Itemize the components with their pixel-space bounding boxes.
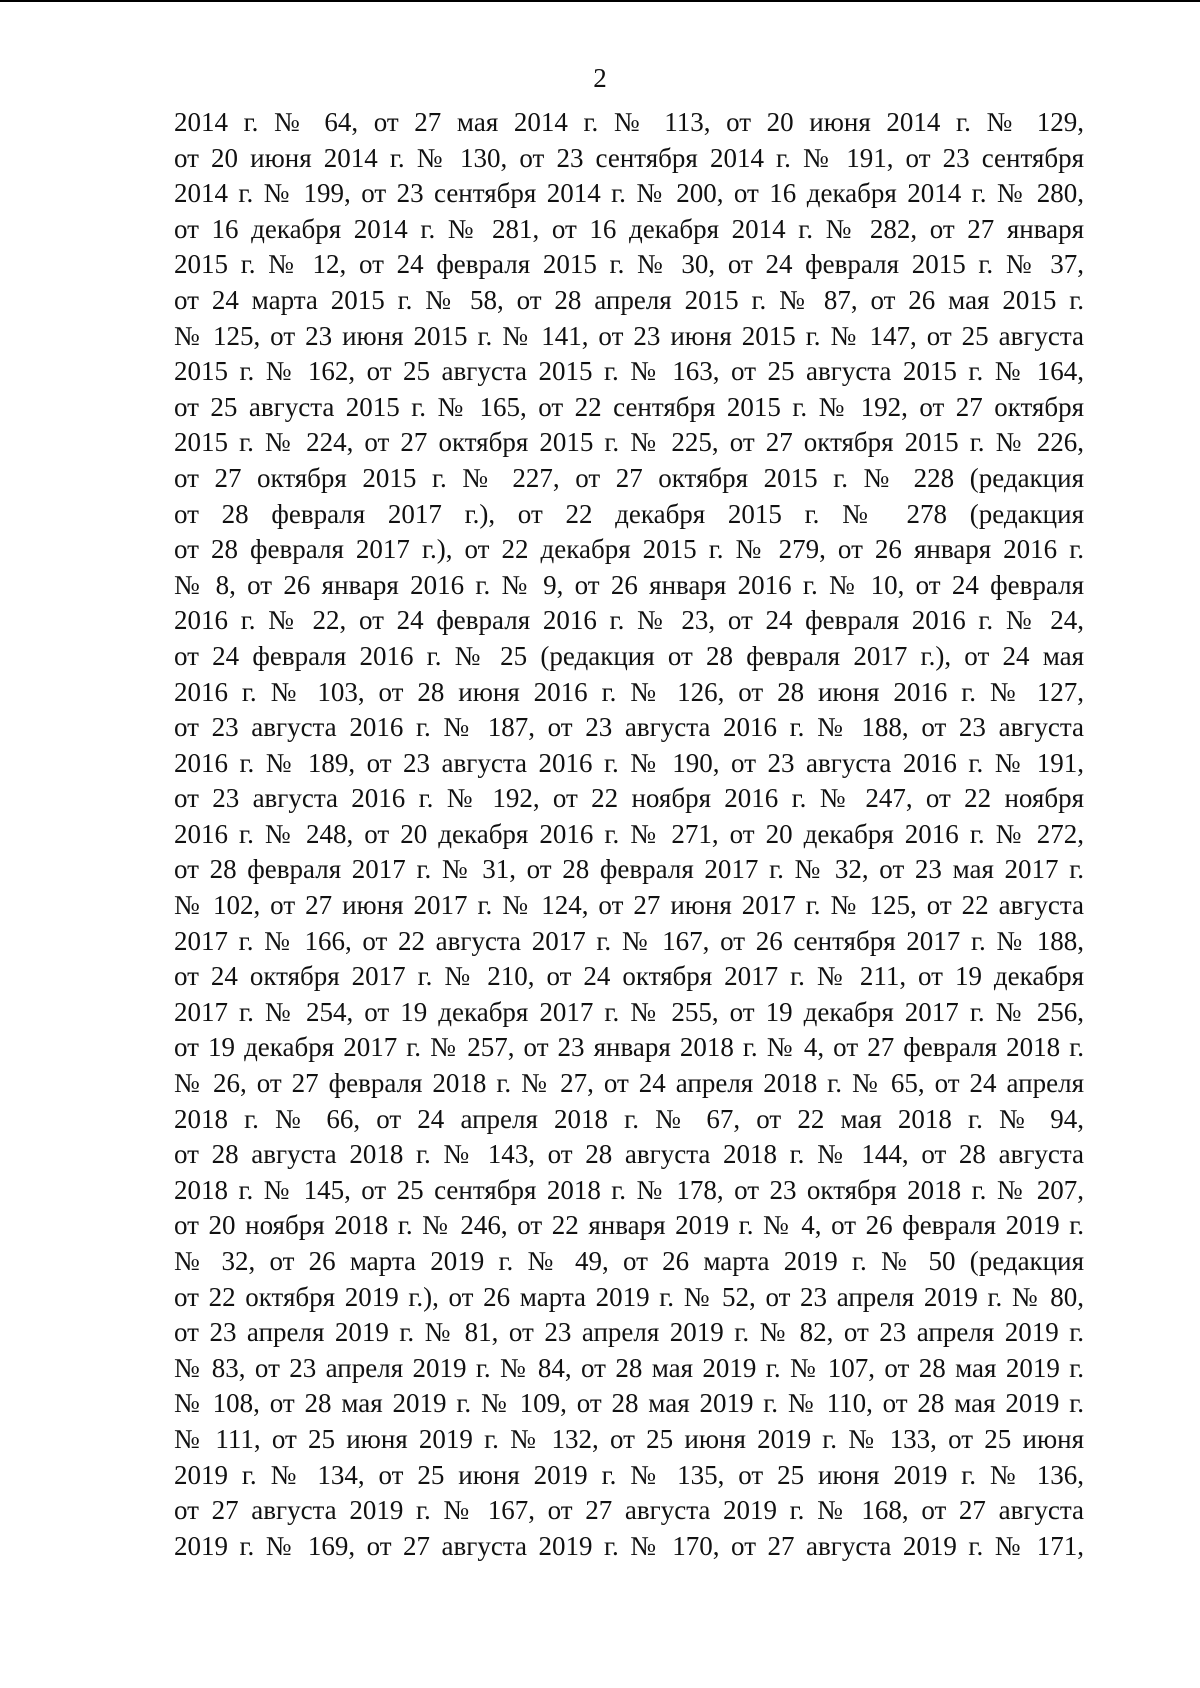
text-line: № 102, от 27 июня 2017 г. № 124, от 27 июня 2017 г. № 125, от 22 августа [174, 890, 1084, 921]
text-line: от 28 февраля 2017 г.), от 22 декабря 2015 г. № 279, от 26 января 2016 г. [174, 534, 1084, 565]
text-line: № 108, от 28 мая 2019 г. № 109, от 28 мая 2019 г. № 110, от 28 мая 2019 г. [174, 1388, 1084, 1419]
text-line: от 28 февраля 2017 г.), от 22 декабря 2015 г. № 278 (редакция [174, 498, 1084, 529]
text-line: 2019 г. № 169, от 27 августа 2019 г. № 170, от 27 августа 2019 г. № 171, [174, 1530, 1084, 1561]
text-line: от 24 октября 2017 г. № 210, от 24 октября 2017 г. № 211, от 19 декабря [174, 961, 1084, 992]
text-line: 2016 г. № 189, от 23 августа 2016 г. № 190, от 23 августа 2016 г. № 191, [174, 747, 1084, 778]
text-line: 2016 г. № 248, от 20 декабря 2016 г. № 271, от 20 декабря 2016 г. № 272, [174, 818, 1084, 849]
text-line: № 83, от 23 апреля 2019 г. № 84, от 28 мая 2019 г. № 107, от 28 мая 2019 г. [174, 1352, 1084, 1383]
text-line: 2015 г. № 162, от 25 августа 2015 г. № 163, от 25 августа 2015 г. № 164, [174, 356, 1084, 387]
text-line: 2017 г. № 166, от 22 августа 2017 г. № 167, от 26 сентября 2017 г. № 188, [174, 925, 1084, 956]
body-text [174, 105, 1084, 1564]
page-number: 2 [593, 63, 607, 93]
text-line: от 28 августа 2018 г. № 143, от 28 августа 2018 г. № 144, от 28 августа [174, 1139, 1084, 1170]
text-line: 2018 г. № 66, от 24 апреля 2018 г. № 67, от 22 мая 2018 г. № 94, [174, 1103, 1084, 1134]
text-line: от 24 февраля 2016 г. № 25 (редакция от 28 февраля 2017 г.), от 24 мая [174, 640, 1084, 671]
text-line: от 23 апреля 2019 г. № 81, от 23 апреля 2019 г. № 82, от 23 апреля 2019 г. [174, 1317, 1084, 1348]
text-line: 2017 г. № 254, от 19 декабря 2017 г. № 255, от 19 декабря 2017 г. № 256, [174, 996, 1084, 1027]
text-line: от 27 августа 2019 г. № 167, от 27 августа 2019 г. № 168, от 27 августа [174, 1495, 1084, 1526]
text-line: 2015 г. № 224, от 27 октября 2015 г. № 225, от 27 октября 2015 г. № 226, [174, 427, 1084, 458]
text-line: 2014 г. № 199, от 23 сентября 2014 г. № 200, от 16 декабря 2014 г. № 280, [174, 178, 1084, 209]
text-line: № 111, от 25 июня 2019 г. № 132, от 25 июня 2019 г. № 133, от 25 июня [174, 1423, 1084, 1454]
text-line: от 23 августа 2016 г. № 187, от 23 августа 2016 г. № 188, от 23 августа [174, 712, 1084, 743]
text-line: 2014 г. № 64, от 27 мая 2014 г. № 113, от 20 июня 2014 г. № 129, [174, 107, 1084, 137]
text-line: от 24 марта 2015 г. № 58, от 28 апреля 2015 г. № 87, от 26 мая 2015 г. [174, 284, 1084, 315]
text-line: от 23 августа 2016 г. № 192, от 22 ноября 2016 г. № 247, от 22 ноября [174, 783, 1084, 814]
text-line: от 27 октября 2015 г. № 227, от 27 октября 2015 г. № 228 (редакция [174, 462, 1084, 493]
text-line: № 8, от 26 января 2016 г. № 9, от 26 января 2016 г. № 10, от 24 февраля [174, 569, 1084, 600]
text-line: 2016 г. № 22, от 24 февраля 2016 г. № 23, от 24 февраля 2016 г. № 24, [174, 605, 1084, 636]
text-line: 2018 г. № 145, от 25 сентября 2018 г. № 178, от 23 октября 2018 г. № 207, [174, 1174, 1084, 1205]
text-line: 2016 г. № 103, от 28 июня 2016 г. № 126, от 28 июня 2016 г. № 127, [174, 676, 1084, 707]
text-line: от 20 июня 2014 г. № 130, от 23 сентября 2014 г. № 191, от 23 сентября [174, 142, 1084, 173]
text-line: № 26, от 27 февраля 2018 г. № 27, от 24 апреля 2018 г. № 65, от 24 апреля [174, 1068, 1084, 1099]
text-line: от 25 августа 2015 г. № 165, от 22 сентября 2015 г. № 192, от 27 октября [174, 391, 1084, 422]
text-line: 2019 г. № 134, от 25 июня 2019 г. № 135, от 25 июня 2019 г. № 136, [174, 1459, 1084, 1490]
text-line: № 32, от 26 марта 2019 г. № 49, от 26 марта 2019 г. № 50 (редакция [174, 1246, 1084, 1276]
text-line: № 125, от 23 июня 2015 г. № 141, от 23 июня 2015 г. № 147, от 25 августа [174, 320, 1084, 351]
text-line: от 20 ноября 2018 г. № 246, от 22 января 2019 г. № 4, от 26 февраля 2019 г. [174, 1210, 1084, 1241]
text-line: от 19 декабря 2017 г. № 257, от 23 января 2018 г. № 4, от 27 февраля 2018 г. [174, 1032, 1084, 1063]
text-line: 2015 г. № 12, от 24 февраля 2015 г. № 30, от 24 февраля 2015 г. № 37, [174, 249, 1084, 280]
text-line: от 16 декабря 2014 г. № 281, от 16 декабря 2014 г. № 282, от 27 января [174, 213, 1084, 244]
text-line: от 22 октября 2019 г.), от 26 марта 2019 г. № 52, от 23 апреля 2019 г. № 80, [174, 1281, 1084, 1312]
text-line: от 28 февраля 2017 г. № 31, от 28 февраля 2017 г. № 32, от 23 мая 2017 г. [174, 854, 1084, 885]
